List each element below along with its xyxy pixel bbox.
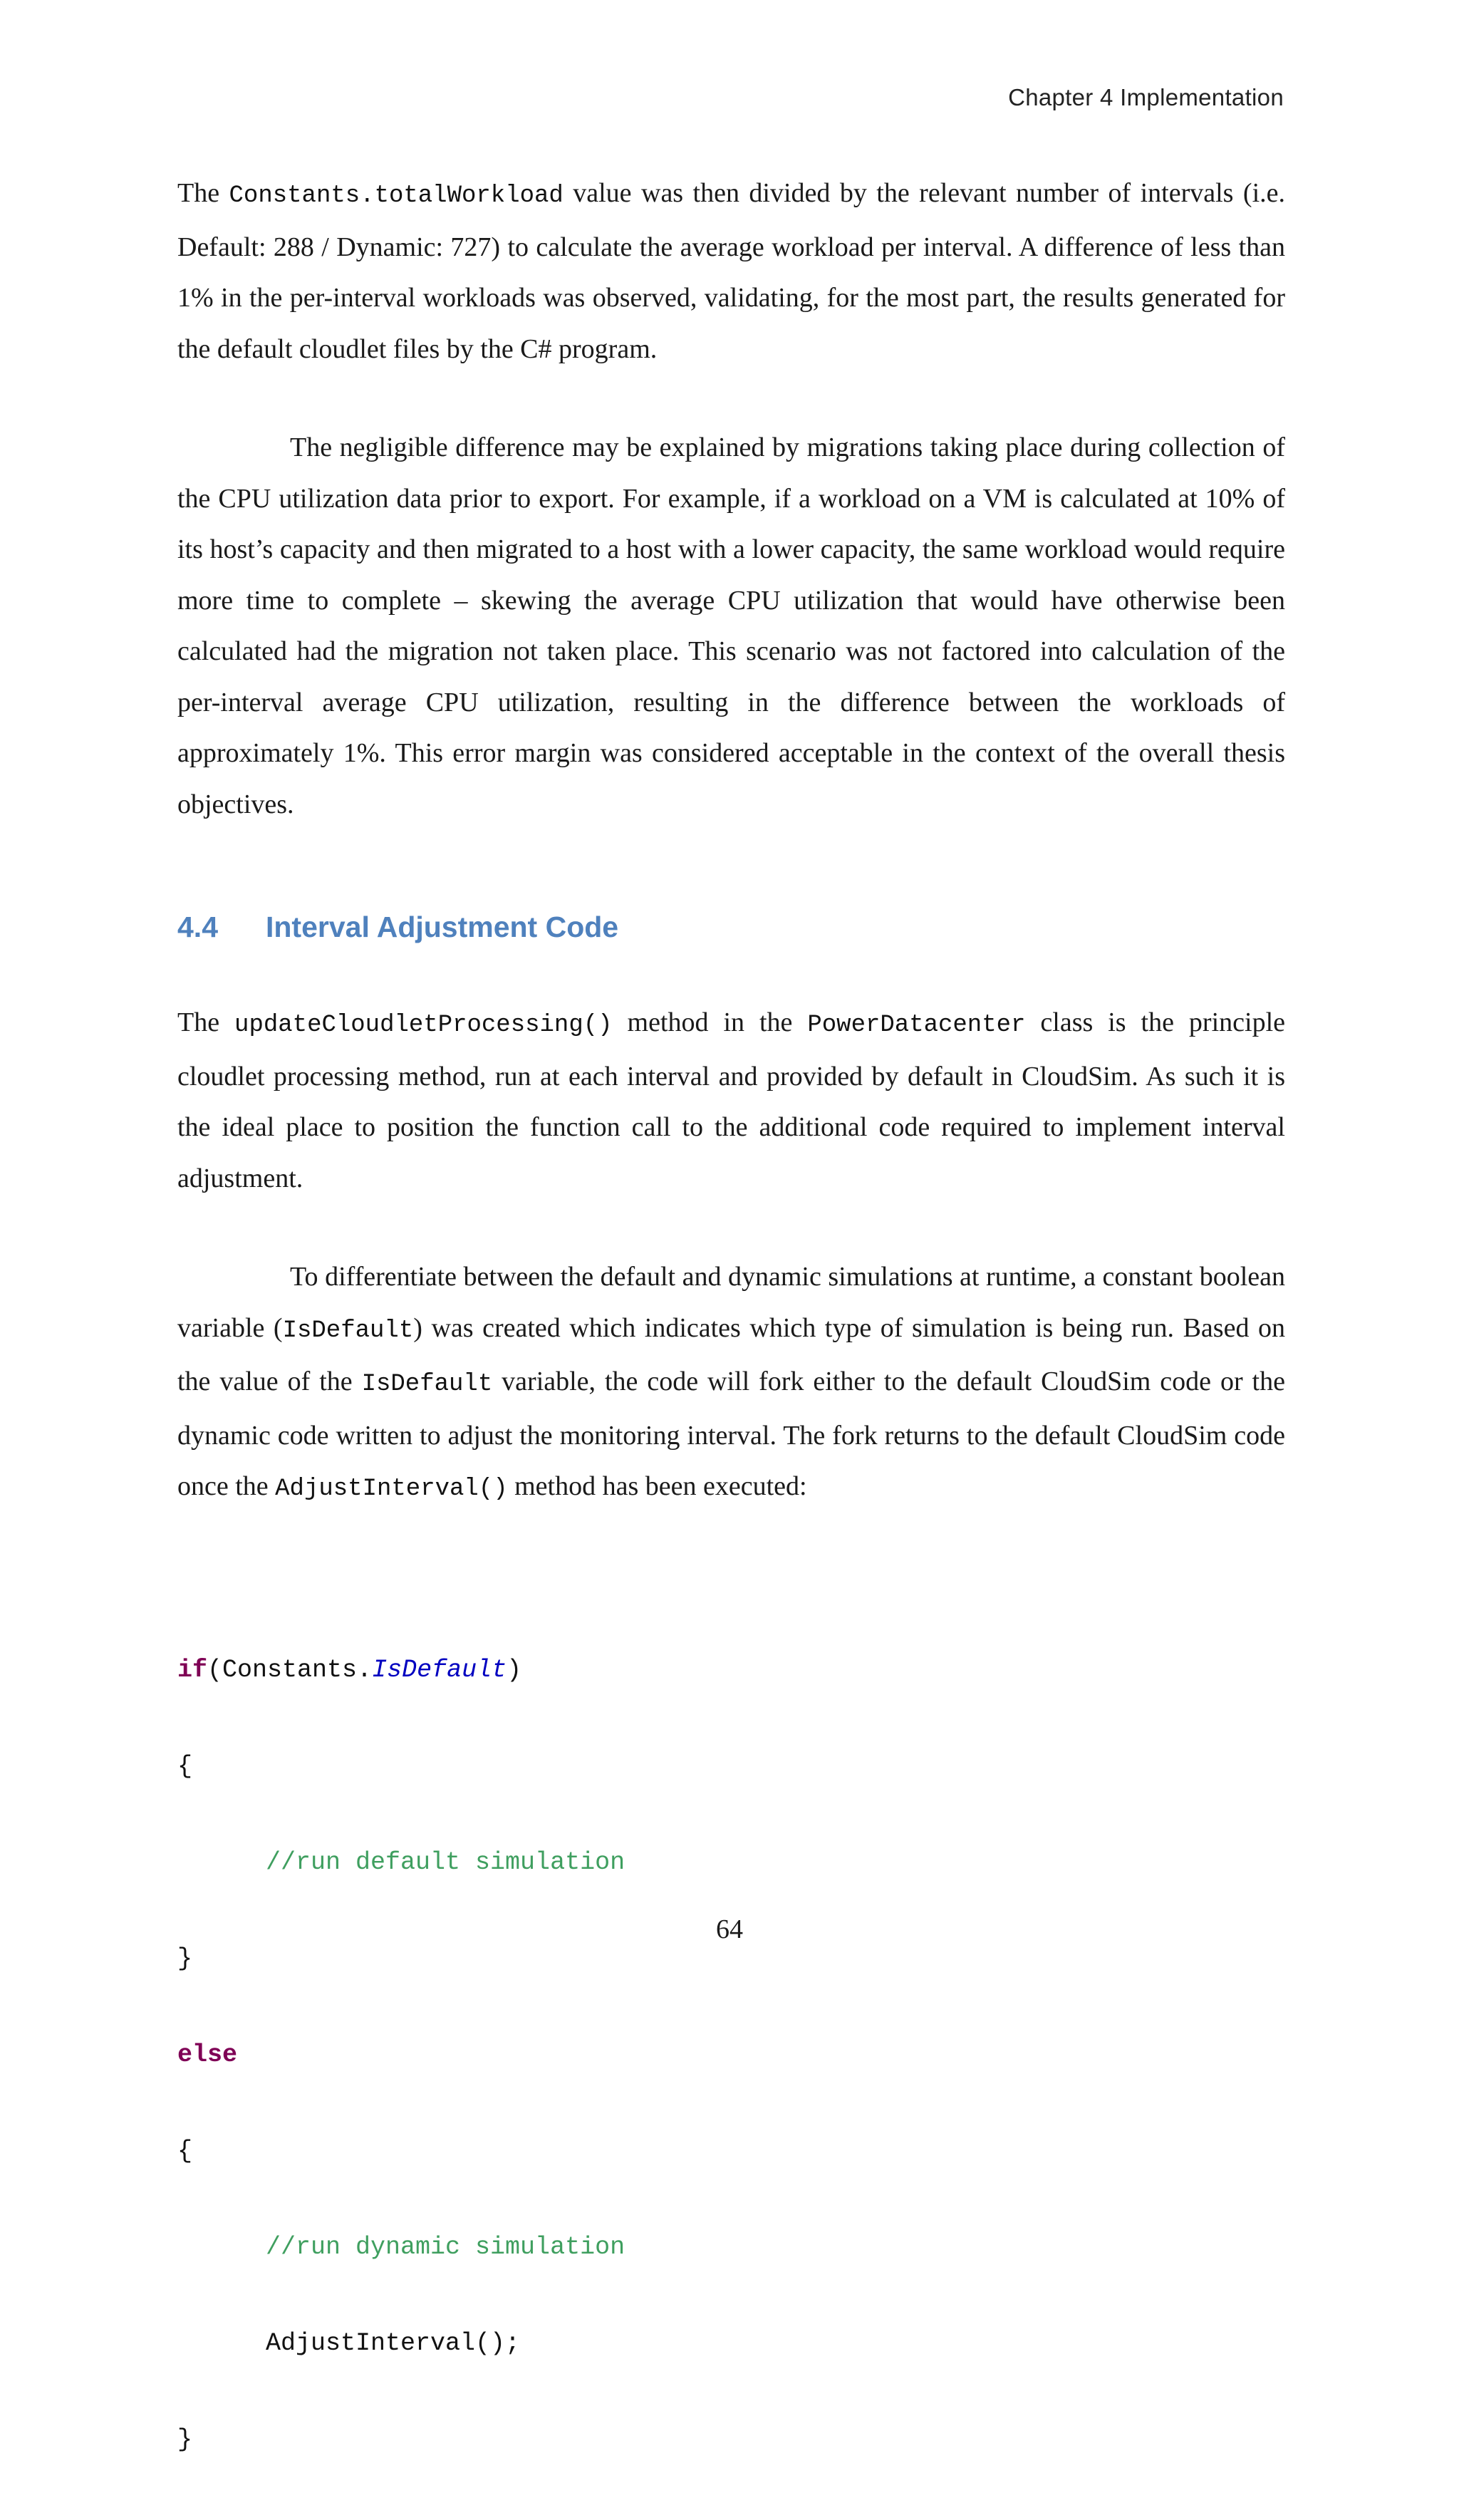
code-line-if: [177, 1654, 625, 1686]
paragraph-text: value was then divided by the relevant number of intervals (i.e. Default: 288 / Dynamic: 727) to calculate the average workload per interval. A difference of less than 1% in the per-interval workloads was observed, validating, for the most part, the results generated for the default cloudlet files by the C# program.: [177, 178, 1285, 364]
code-block: [177, 1590, 625, 2520]
code-keyword: if: [177, 1656, 208, 1684]
code-keyword: else: [177, 2041, 238, 2069]
code-line-brace-close: }: [177, 1944, 193, 1973]
inline-code: IsDefault: [282, 1317, 414, 1344]
inline-code: PowerDatacenter: [807, 1012, 1026, 1039]
code-text: (Constants.: [207, 1656, 373, 1684]
inline-code: IsDefault: [361, 1371, 493, 1398]
section-title: Interval Adjustment Code: [266, 911, 619, 943]
code-line-call: AdjustInterval();: [266, 2329, 521, 2358]
code-line-brace-open: {: [177, 2137, 193, 2165]
code-comment: //run default simulation: [266, 1848, 625, 1877]
code-line-brace-close: }: [177, 2425, 193, 2454]
paragraph-text: method has been executed:: [507, 1471, 807, 1501]
inline-code: Constants.totalWorkload: [229, 182, 564, 209]
paragraph-text: The: [177, 1007, 235, 1037]
paragraph-is-default-variable: [177, 1252, 1285, 1515]
code-text: ): [507, 1656, 522, 1684]
code-comment: //run dynamic simulation: [266, 2233, 625, 2261]
page-number: 64: [716, 1914, 743, 1944]
paragraph-negligible-difference: [177, 422, 1285, 830]
paragraph-text: variable, the code will fork either to the default CloudSim code or the dynamic code written to adjust the monitoring interval. The fork returns to the default CloudSim code once the: [177, 1367, 1285, 1501]
paragraph-text: The negligible difference may be explained by migrations taking place during collection of the CPU utilization data prior to export. For example, if a workload on a VM is calculated at 10% of its host’s capacity and then migrated to a host with a lower capacity, the same workload would require more time to complete – skewing the average CPU utilization that would have otherwise been calculated had the migration not taken place. This scenario was not factored into calculation of the per-interval average CPU utilization, resulting in the difference between the workloads of approximately 1%. This error margin was considered acceptable in the context of the overall thesis objectives.: [177, 432, 1285, 819]
paragraph-text: class is the principle cloudlet processing method, run at each interval and provided by default in CloudSim. As such it is the ideal place to position the function call to the additional code required to implement interval adjustment.: [177, 1007, 1285, 1193]
paragraph-text: The: [177, 178, 229, 208]
running-header: Chapter 4 Implementation: [1008, 84, 1284, 110]
inline-code: AdjustInterval(): [275, 1476, 508, 1503]
section-heading: [177, 911, 618, 944]
inline-code: updateCloudletProcessing(): [234, 1012, 613, 1039]
paragraph-update-cloudlet-processing: [177, 997, 1285, 1204]
paragraph-text: ) was created which indicates which type of simulation is being run. Based on the value of the: [177, 1312, 1286, 1396]
paragraph-text: method in the: [612, 1007, 808, 1037]
paragraph-workload-validation: [177, 168, 1285, 375]
code-line-brace-open: {: [177, 1752, 193, 1780]
paragraph-text: To differentiate between the default and dynamic simulations at runtime, a constant boolean variable (: [177, 1262, 1285, 1343]
section-number: 4.4: [177, 911, 218, 943]
code-field: IsDefault: [372, 1656, 507, 1684]
